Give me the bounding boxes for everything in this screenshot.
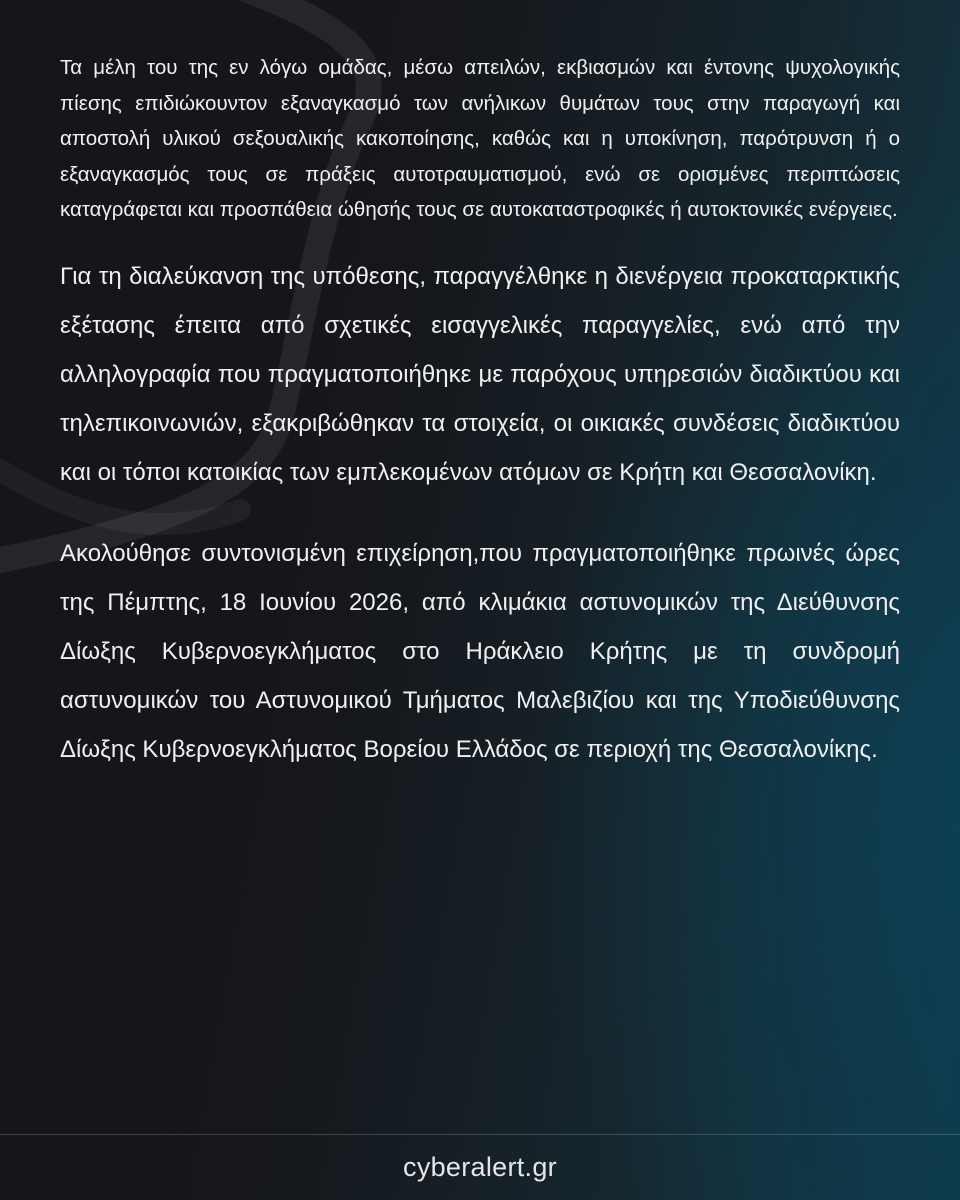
footer [0,1135,960,1200]
paragraph-1: Τα μέλη του της εν λόγω ομάδας, μέσω απειλών, εκβιασμών και έντονης ψυχολογικής πίεσης επιδιώκουντον εξαναγκασμό των ανήλικων θυμάτων τους στην παραγωγή και αποστολή υλικού σεξουαλικής κακοποίησης, καθώς και η υποκίνηση, παρότρυνση ή ο εξαναγκασμός τους σε πράξεις αυτοτραυματισμού, ενώ σε ορισμένες περιπτώσεις καταγράφεται και προσπάθεια ώθησής τους σε αυτοκαταστροφικές ή αυτοκτονικές ενέργειες. [60,56,900,221]
paragraph-3: Ακολούθησε συντονισμένη επιχείρηση,που πραγματοποιήθηκε πρωινές ώρες της Πέμπτης, 18 Ιουνίου 2026, από κλιμάκια αστυνομικών της Διεύθυνσης Δίωξης Κυβερνοεγκλήματος στο Ηράκλειο Κρήτης με τη συνδρομή αστυνομικών του Αστυνομικού Τμήματος Μαλεβιζίου και της Υποδιεύθυνσης Δίωξης Κυβερνοεγκλήματος Βορείου Ελλάδος σε περιοχή της Θεσσαλονίκης. [60,539,900,763]
footer-site-name: cyberalert.gr [403,1152,557,1182]
article-body [60,50,900,774]
paragraph-2: Για τη διαλεύκανση της υπόθεσης, παραγγέλθηκε η διενέργεια προκαταρκτικής εξέτασης έπειτα από σχετικές εισαγγελικές παραγγελίες, ενώ από την αλληλογραφία που πραγματοποιήθηκε με παρόχους υπηρεσιών διαδικτύου και τηλεπικοινωνιών, εξακριβώθηκαν τα στοιχεία, οι οικιακές συνδέσεις διαδικτύου και οι τόποι κατοικίας των εμπλεκομένων ατόμων σε Κρήτη και Θεσσαλονίκη. [60,262,900,486]
